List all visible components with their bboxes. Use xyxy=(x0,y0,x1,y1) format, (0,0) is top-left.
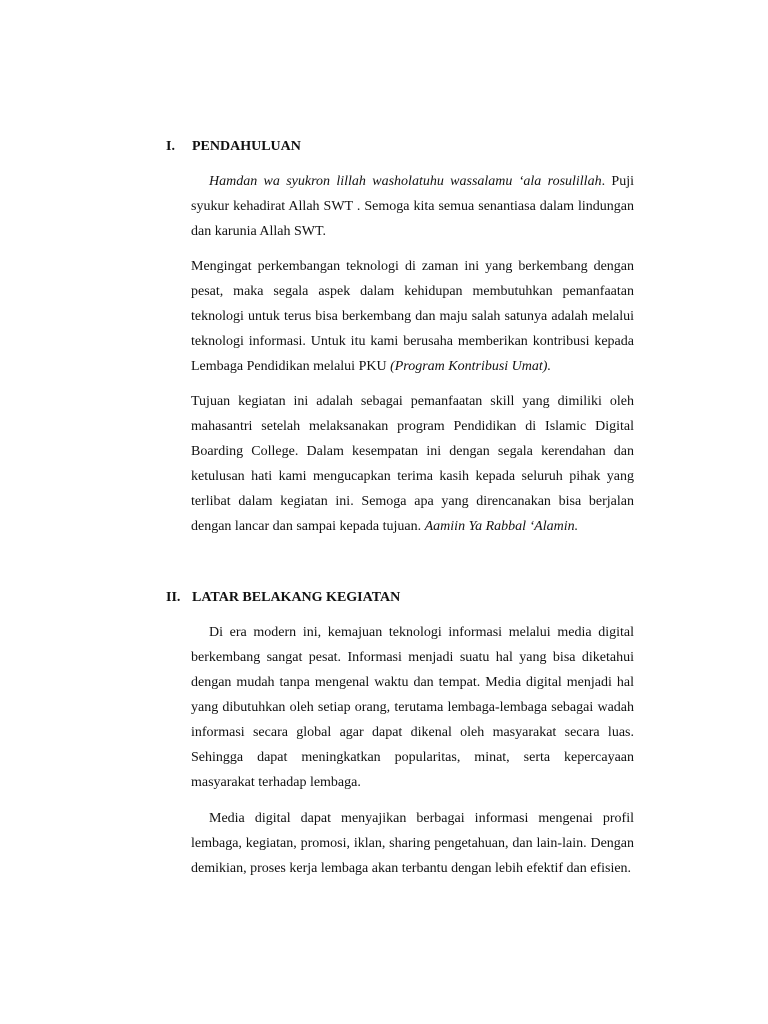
purpose-text: Tujuan kegiatan ini adalah sebagai pemanfaatan skill yang dimiliki oleh mahasantri setelah melaksanakan program Pendidikan di Islamic Digital Boarding College. Dalam kesempatan ini dengan segala kerendahan dan ketulusan hati kami mengucapkan terima kasih kepada seluruh pihak yang terlibat dalam kegiatan ini. Semoga apa yang direncanakan bisa berjalan dengan lancar dan sampai kepada tujuan. xyxy=(191,394,634,534)
pku-expansion: (Program Kontribusi Umat). xyxy=(390,359,551,374)
paragraph-purpose xyxy=(191,389,634,539)
section-heading-pendahuluan xyxy=(166,137,301,157)
closing-prayer: Aamiin Ya Rabbal ‘Alamin. xyxy=(424,519,579,534)
section-heading-latar-belakang xyxy=(166,588,400,608)
paragraph-media-benefits: Media digital dapat menyajikan berbagai informasi mengenai profil lembaga, kegiatan, promosi, iklan, sharing pengetahuan, dan lain-lain. Dengan demikian, proses kerja lembaga akan terbantu dengan lebih efektif dan efisien. xyxy=(191,811,634,876)
paragraph-digital-media: Di era modern ini, kemajuan teknologi informasi melalui media digital berkembang sangat pesat. Informasi menjadi suatu hal yang bisa diketahui dengan mudah tanpa mengenal waktu dan tempat. Media digital menjadi hal yang dibutuhkan oleh setiap orang, terutama lembaga-lembaga sebagai wadah informasi secara global agar dapat dikenal oleh masyarakat secara luas. Sehingga dapat meningkatkan popularitas, minat, serta kepercayaan masyarakat terhadap lembaga. xyxy=(191,625,634,790)
section-title: LATAR BELAKANG KEGIATAN xyxy=(192,590,401,605)
paragraph-opening xyxy=(191,169,634,244)
section-number: I. xyxy=(166,139,175,154)
section-number: II. xyxy=(166,590,181,605)
section-title: PENDAHULUAN xyxy=(192,139,301,154)
opening-text: . Puji syukur kehadirat Allah SWT . Semoga kita semua senantiasa dalam lindungan dan karunia Allah SWT. xyxy=(191,174,634,239)
opening-greeting: Hamdan wa syukron lillah washolatuhu wassalamu ‘ala rosulillah xyxy=(209,174,602,189)
technology-text: Mengingat perkembangan teknologi di zaman ini yang berkembang dengan pesat, maka segala aspek dalam kehidupan membutuhkan pemanfaatan teknologi untuk terus bisa berkembang dan maju salah satunya adalah melalui teknologi informasi. Untuk itu kami berusaha memberikan kontribusi kepada Lembaga Pendidikan melalui PKU xyxy=(191,259,634,374)
paragraph-technology xyxy=(191,254,634,379)
